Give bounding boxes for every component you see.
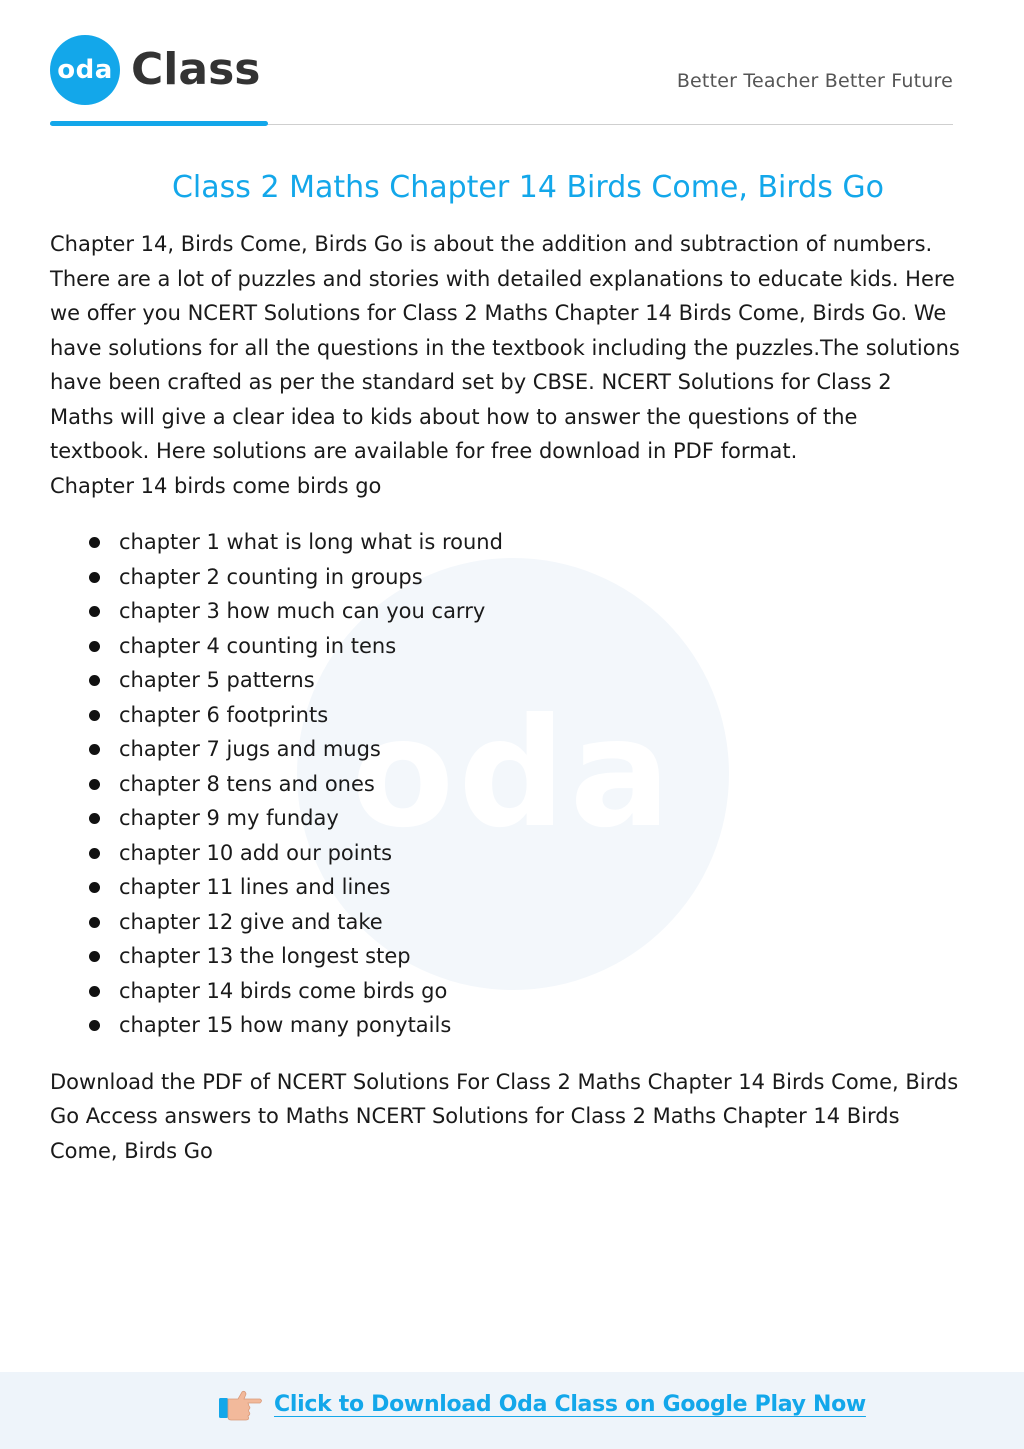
list-item-label: chapter 8 tens and ones bbox=[119, 771, 375, 796]
article-body bbox=[50, 170, 960, 1168]
header-accent-bar bbox=[50, 121, 268, 126]
list-item bbox=[50, 1008, 960, 1043]
bullet-icon bbox=[89, 882, 100, 893]
page-header bbox=[50, 30, 953, 130]
list-item-label: chapter 10 add our points bbox=[119, 840, 393, 865]
list-item-label: chapter 13 the longest step bbox=[119, 944, 411, 968]
list-item-label: chapter 1 what is long what is round bbox=[119, 530, 503, 554]
bullet-icon bbox=[89, 779, 100, 790]
bullet-icon bbox=[89, 986, 100, 997]
list-item-label: chapter 3 how much can you carry bbox=[119, 599, 486, 623]
list-item bbox=[50, 594, 960, 629]
list-item bbox=[50, 974, 960, 1009]
list-item-label: chapter 4 counting in tens bbox=[119, 633, 397, 658]
list-item bbox=[50, 836, 960, 871]
bullet-icon bbox=[89, 537, 100, 548]
list-item-label: chapter 11 lines and lines bbox=[119, 875, 391, 899]
list-item bbox=[50, 525, 960, 560]
logo-mark-text: oda bbox=[57, 55, 113, 85]
chapter-subheading: Chapter 14 birds come birds go bbox=[50, 473, 382, 498]
list-item bbox=[50, 663, 960, 698]
bullet-icon bbox=[89, 951, 100, 962]
download-link-group[interactable] bbox=[218, 1386, 866, 1422]
watermark-text: oda bbox=[351, 687, 675, 861]
list-item-label: chapter 5 patterns bbox=[119, 668, 315, 692]
list-item bbox=[50, 767, 960, 802]
download-app-link[interactable]: Click to Download Oda Class on Google Play Now bbox=[274, 1391, 866, 1417]
list-item-label: chapter 2 counting in groups bbox=[119, 564, 423, 589]
list-item-label: chapter 15 how many ponytails bbox=[119, 1013, 452, 1037]
bullet-icon bbox=[89, 710, 100, 721]
list-item bbox=[50, 870, 960, 905]
intro-paragraph: Chapter 14, Birds Come, Birds Go is about the addition and subtraction of numbers. There are a lot of puzzles and stories with detailed explanations to educate kids. Here we offer you NCERT Solutions for Class 2 Maths Chapter 14 Birds Come, Birds Go. We have solutions for all the questions in the textbook including the puzzles.The solutions have been crafted as per the standard set by CBSE. NCERT Solutions for Class 2 Maths will give a clear idea to kids about how to answer the questions of the textbook. Here solutions are available for free download in PDF format. bbox=[50, 232, 960, 463]
list-item bbox=[50, 698, 960, 733]
list-item bbox=[50, 939, 960, 974]
list-item-label: chapter 12 give and take bbox=[119, 909, 383, 934]
chapter-list bbox=[50, 525, 960, 1043]
bullet-icon bbox=[89, 1020, 100, 1031]
list-item bbox=[50, 629, 960, 664]
bullet-icon bbox=[89, 848, 100, 859]
bullet-icon bbox=[89, 606, 100, 617]
bullet-icon bbox=[89, 744, 100, 755]
list-item-label: chapter 14 birds come birds go bbox=[119, 978, 448, 1003]
list-item bbox=[50, 801, 960, 836]
list-item bbox=[50, 560, 960, 595]
bullet-icon bbox=[89, 917, 100, 928]
bullet-icon bbox=[89, 572, 100, 583]
pointing-hand-icon bbox=[218, 1386, 264, 1422]
list-item bbox=[50, 732, 960, 767]
bullet-icon bbox=[89, 813, 100, 824]
bullet-icon bbox=[89, 641, 100, 652]
download-banner bbox=[0, 1372, 1024, 1449]
download-paragraph: Download the PDF of NCERT Solutions For Class 2 Maths Chapter 14 Birds Come, Birds Go Access answers to Maths NCERT Solutions for Class 2 Maths Chapter 14 Birds Come, Birds Go bbox=[50, 1069, 959, 1163]
list-item-label: chapter 6 footprints bbox=[119, 702, 329, 727]
list-item bbox=[50, 905, 960, 940]
logo-wordmark: Class bbox=[131, 44, 261, 95]
oda-logo-icon bbox=[50, 35, 120, 105]
bullet-icon bbox=[89, 675, 100, 686]
header-tagline: Better Teacher Better Future bbox=[676, 70, 953, 92]
list-item-label: chapter 9 my funday bbox=[119, 806, 339, 830]
list-item-label: chapter 7 jugs and mugs bbox=[119, 737, 381, 761]
page-title: Class 2 Maths Chapter 14 Birds Come, Birds Go bbox=[171, 170, 884, 205]
